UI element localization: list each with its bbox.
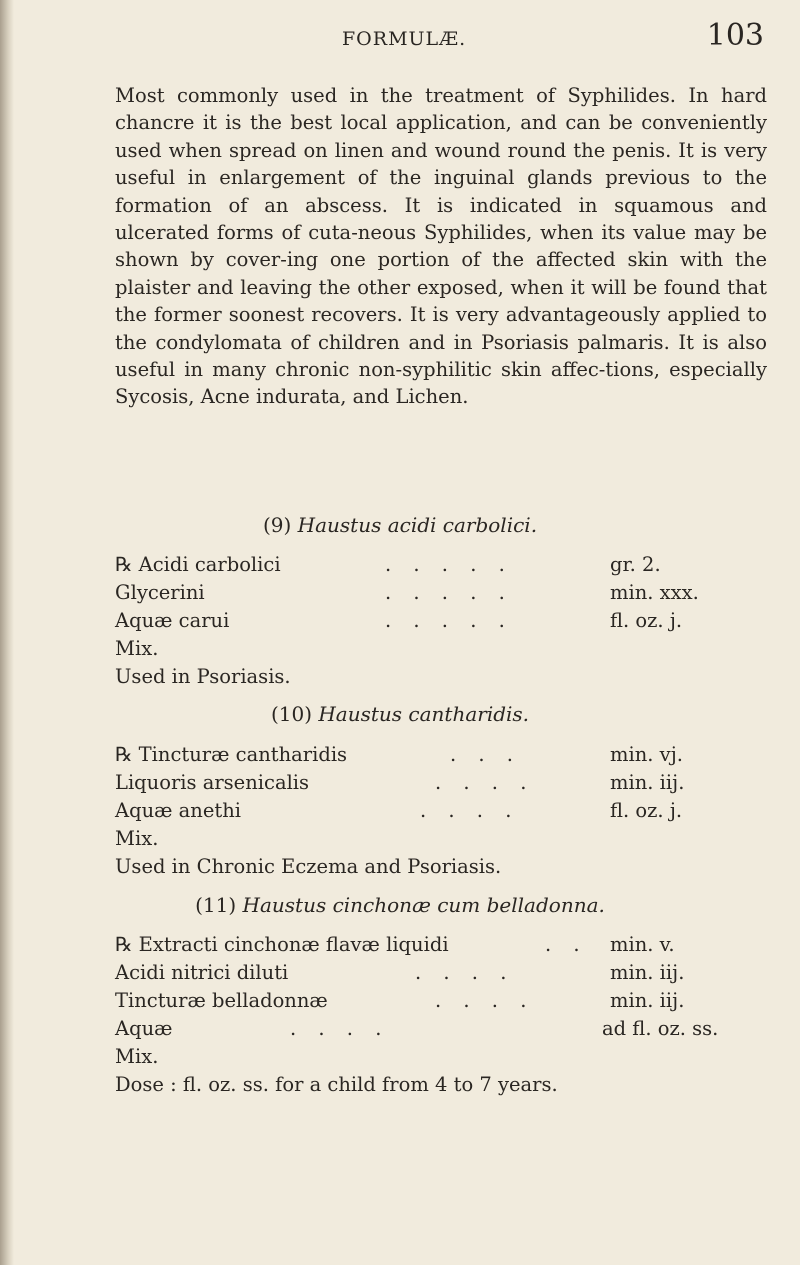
mix-instruction: Mix. bbox=[115, 827, 159, 850]
ingredient-quantity: min. iij. bbox=[610, 961, 685, 984]
ingredient-name: ℞ Tincturæ cantharidis bbox=[115, 743, 348, 766]
ingredient-quantity: min. vj. bbox=[610, 743, 683, 766]
ingredient-quantity: fl. oz. j. bbox=[610, 609, 683, 632]
ingredient-name: Aquæ bbox=[115, 1017, 173, 1040]
ingredient-quantity: fl. oz. j. bbox=[610, 799, 683, 822]
formula-number: (11) bbox=[195, 893, 237, 917]
ingredient-quantity: min. v. bbox=[610, 933, 675, 956]
dot-leader: . . . . . bbox=[385, 609, 513, 632]
ingredient-row bbox=[115, 579, 767, 607]
ingredient-row bbox=[115, 959, 767, 987]
ingredient-row bbox=[115, 607, 767, 635]
formula-number: (10) bbox=[270, 702, 312, 726]
dot-leader: . . . . . bbox=[385, 581, 513, 604]
ingredient-quantity: min. xxx. bbox=[610, 581, 699, 604]
ingredient-name: Liquoris arsenicalis bbox=[115, 771, 310, 794]
dot-leader: . . . . bbox=[420, 799, 520, 822]
ingredient-row bbox=[115, 931, 767, 959]
ingredient-name: ℞ Acidi carbolici bbox=[115, 553, 281, 576]
formula-11-title bbox=[0, 893, 800, 917]
dot-leader: . . . . bbox=[290, 1017, 390, 1040]
ingredient-name: Tincturæ belladonnæ bbox=[115, 989, 328, 1012]
dot-leader: . . . bbox=[450, 743, 521, 766]
formula-9-title bbox=[0, 513, 800, 537]
formula-name: Haustus acidi carbolici. bbox=[297, 513, 538, 537]
running-head: FORMULÆ. bbox=[342, 28, 467, 50]
ingredient-name: Acidi nitrici diluti bbox=[115, 961, 289, 984]
dot-leader: . . bbox=[545, 933, 588, 956]
dot-leader: . . . . bbox=[435, 989, 535, 1012]
ingredient-name: Aquæ carui bbox=[115, 609, 230, 632]
page-edge bbox=[0, 0, 14, 1265]
ingredient-name: Aquæ anethi bbox=[115, 799, 242, 822]
dot-leader: . . . . bbox=[415, 961, 515, 984]
ingredient-quantity: ad fl. oz. ss. bbox=[602, 1017, 719, 1040]
ingredient-quantity: min. iij. bbox=[610, 771, 685, 794]
usage-note: Used in Psoriasis. bbox=[115, 665, 291, 688]
formula-number: (9) bbox=[262, 513, 292, 537]
page-header bbox=[0, 18, 800, 58]
formula-name: Haustus cinchonæ cum belladonna. bbox=[242, 893, 605, 917]
ingredient-row bbox=[115, 1015, 767, 1043]
dot-leader: . . . . bbox=[435, 771, 535, 794]
dot-leader: . . . . . bbox=[385, 553, 513, 576]
ingredient-row bbox=[115, 987, 767, 1015]
usage-note: Used in Chronic Eczema and Psoriasis. bbox=[115, 855, 502, 878]
ingredient-quantity: min. iij. bbox=[610, 989, 685, 1012]
intro-paragraph: Most commonly used in the treatment of Syphilides. In hard chancre it is the best local application, and can be conveniently used when spread on linen and wound round the penis. It is very useful in enlargement of the inguinal glands previous to the formation of an abscess. It is indicated in squamous and ulcerated forms of cuta-neous Syphilides, when its value may be shown by cover-ing one portion of the affected skin with the plaister and leaving the other exposed, when it will be found that the former soonest recovers. It is very advantageously applied to the condylomata of children and in Psoriasis palmaris. It is also useful in many chronic non-syphilitic skin affec-tions, especially Sycosis, Acne indurata, and Lichen. bbox=[115, 84, 767, 409]
formula-name: Haustus cantharidis. bbox=[318, 702, 530, 726]
formula-10-title bbox=[0, 702, 800, 726]
ingredient-row bbox=[115, 551, 767, 579]
ingredient-row bbox=[115, 741, 767, 769]
mix-instruction: Mix. bbox=[115, 1045, 159, 1068]
ingredient-quantity: gr. 2. bbox=[610, 553, 661, 576]
dosage-note: Dose : fl. oz. ss. for a child from 4 to 7 years. bbox=[115, 1073, 558, 1096]
ingredient-name: ℞ Extracti cinchonæ flavæ liquidi bbox=[115, 933, 449, 956]
page-number: 103 bbox=[706, 18, 764, 53]
ingredient-row bbox=[115, 797, 767, 825]
mix-instruction: Mix. bbox=[115, 637, 159, 660]
ingredient-row bbox=[115, 769, 767, 797]
ingredient-name: Glycerini bbox=[115, 581, 205, 604]
